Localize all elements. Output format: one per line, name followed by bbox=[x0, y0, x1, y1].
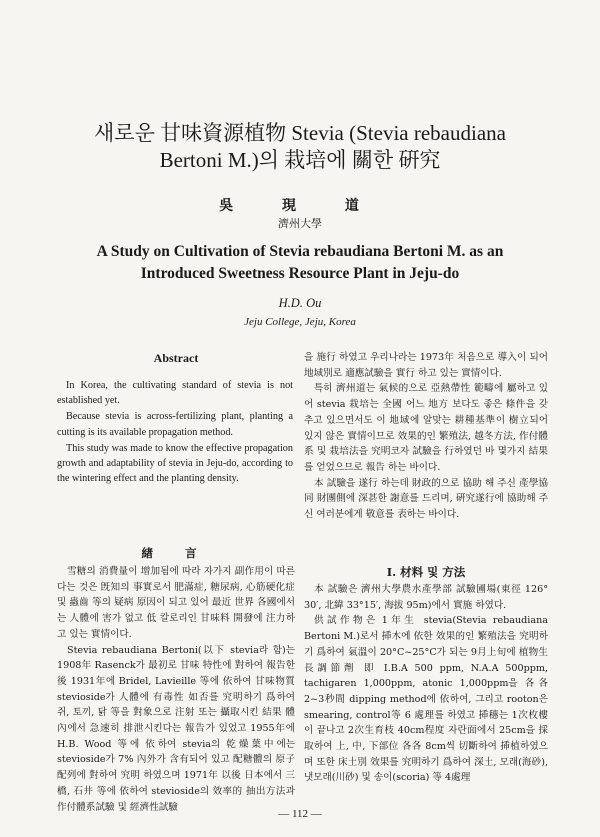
introduction-heading: 緖 言 bbox=[141, 546, 211, 560]
introduction-continued bbox=[304, 350, 548, 523]
title-english-line-1: A Study on Cultivation of Stevia rebaudiana Bertoni M. as an bbox=[96, 243, 504, 260]
affiliation-english: Jeju College, Jeju, Korea bbox=[244, 316, 356, 328]
acknowledgement-paragraph: 本 試驗을 遂行 하는데 財政的으로 協助 해 주신 產學協同 財團側에 深甚한 謝意를 드리며, 硏究遂行에 協助해 주신 여러분에게 敬意를 表하는 바이다. bbox=[304, 477, 548, 521]
introduction-continued-paragraph-1: 을 施行 하였고 우리나라는 1973年 처음으로 導入이 되어 地域別로 適應試驗을 實行 하고 있는 實情이다. bbox=[304, 352, 548, 379]
methods-heading: Ⅰ. 材料 및 方法 bbox=[386, 565, 466, 579]
abstract-paragraph-2: Because stevia is across-fertilizing plant, planting a cutting is its available propagation method. bbox=[57, 411, 293, 438]
abstract-paragraph-1: In Korea, the cultivating standard of stevia is not established yet. bbox=[57, 380, 293, 407]
title-english-line-2: Introduced Sweetness Resource Plant in Jeju-do bbox=[140, 265, 460, 282]
introduction-paragraph-2: Stevia rebaudiana Bertoni(以下 stevia라 함)는 1908年 Rasenck가 最初로 甘味 特性에 對하여 報告한 後 1931年에 Bridel, Lavieille 等에 依하여 甘味物質 stevioside가 人體에 有毒性 如否를 究明하기 爲하여 쥐, 토끼, 닭 等을 對象으로 注射 또는 攝取시킨 結果 體內에서 急速히 排泄시킨다는 報告가 있었고 1955年에 H.B. Wood 等에 依하여 stevia의 乾燥葉中에는 stevioside가 7% 內外가 含有되어 있고 配糖體의 原子 配列에 對하여 究明 하였으며 1971年 以後 日本에서 三橋, 石井 等에 依하여 stevioside의 效率的 抽出方法과 作付體系試驗 및 經濟性試驗 bbox=[57, 644, 295, 813]
methods-body bbox=[304, 582, 548, 786]
abstract-heading: Abstract bbox=[153, 351, 199, 365]
methods-paragraph-1: 本 試驗은 濟州大學農水產學部 試驗圃場(東徑 126° 30′, 北緯 33°15′, 海拔 95m)에서 實施 하였다. bbox=[304, 584, 548, 611]
author-english: H.D. Ou bbox=[278, 296, 322, 310]
affiliation-korean: 濟州大學 bbox=[278, 217, 322, 230]
methods-paragraph-2: 供試作物은 1年生 stevia(Stevia rebaudiana Bertoni M.)로서 揷木에 依한 效果的인 繁殖法을 究明하기 爲하여 氣溫이 20°C~25°C가 되는 9月上旬에 植物生長調節劑 即 I.B.A 500 ppm, N.A.A 500ppm, tachigaren 1,000ppm, atonic 1,000ppm을 各各 2~3秒間 dipping method에 依하여, 그리고 rooton은 smearing, control等 6 處理를 하였고 揷穗는 1次枚樓이 끝나고 2次生育枝 40cm程度 자란面에서 25cm을 採取하여 上, 中, 下部位 各各 8cm씩 切斷하여 揷植하였으며 또한 床土別 效果를 究明하기 爲하여 深土, 모래(海砂), 냇모래(川砂) 및 송이(scoria) 等 4處理 bbox=[304, 615, 548, 784]
abstract-paragraph-3: This study was made to know the effective propagation growth and adaptability of stevia in Jeju-do, according to the wintering effect and the planting density. bbox=[57, 442, 293, 485]
abstract-body bbox=[57, 378, 293, 487]
title-korean-line-2: Bertoni M.)의 栽培에 關한 硏究 bbox=[159, 148, 441, 172]
introduction-continued-paragraph-2: 특히 濟州道는 氣候的으로 亞熱帶性 範疇에 屬하고 있어 stevia 栽培는 全國 어느 地方 보다도 좋은 條件을 갖추고 있으면서도 이 地域에 알맞는 耕種基準이 樹立되어 있지 않은 實情이므로 效果的인 繁殖法, 越冬方法, 作付體系 및 栽培法을 究明코자 試驗을 行하였던 바 몇가지 結果를 얻었으므로 報告 하는 바이다. bbox=[304, 383, 548, 473]
introduction-paragraph-1: 雪糖의 消費量이 增加됨에 따라 자가지 副作用이 따른다는 것은 旣知의 事實로서 肥滿症, 糖尿病, 心筋硬化症 및 蟲齒 等의 疑病 原因이 되고 있어 最近 世界 各國에서는 人體에 害가 없고 低 칼로리인 甘味料 開發에 注力하고 있는 實情이다. bbox=[57, 566, 295, 640]
page-number: — 112 — bbox=[278, 808, 322, 820]
author-korean: 吳 現 道 bbox=[219, 198, 381, 214]
introduction-body bbox=[57, 564, 295, 815]
title-korean-line-1: 새로운 甘味資源植物 Stevia (Stevia rebaudiana bbox=[94, 121, 506, 145]
